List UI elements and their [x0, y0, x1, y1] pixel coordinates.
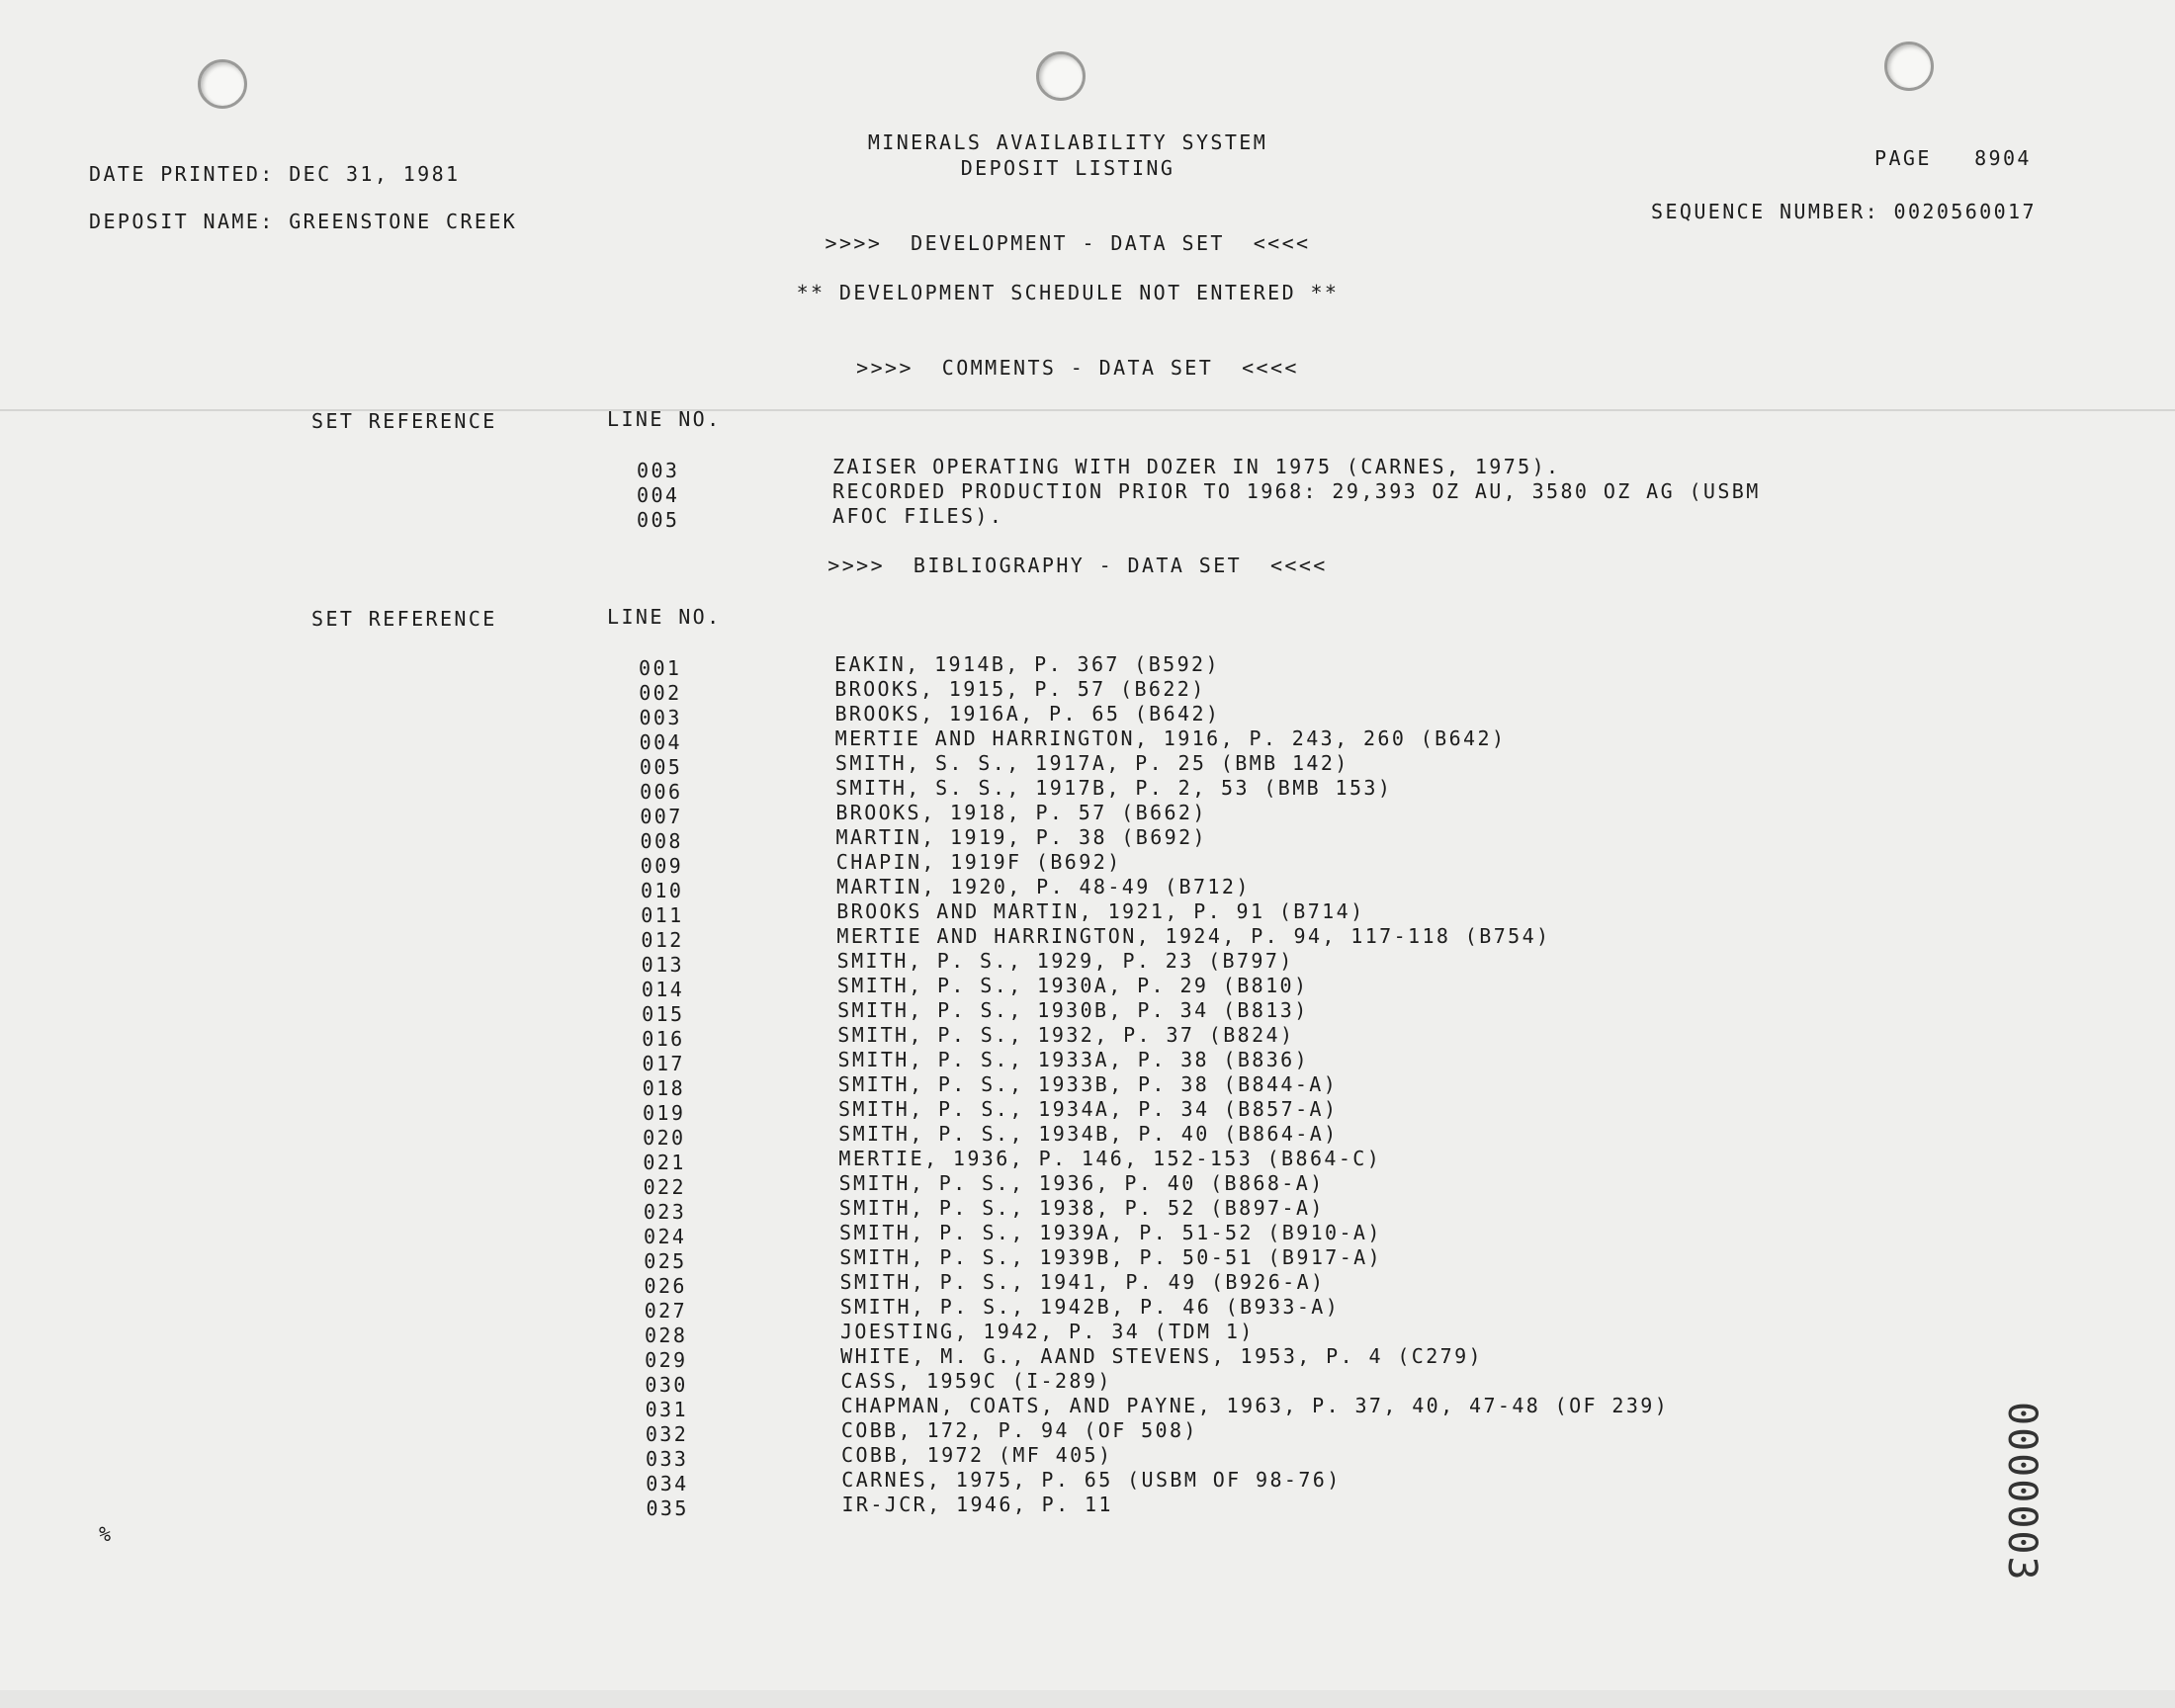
- stamp-number: 0000003: [1999, 1402, 2044, 1582]
- sequence-label: SEQUENCE NUMBER:: [1651, 200, 1880, 223]
- development-section-title: >>>> DEVELOPMENT - DATA SET <<<<: [825, 231, 1311, 255]
- list-item: SMITH, P. S., 1942B, P. 46 (B933-A): [839, 1295, 1341, 1319]
- list-item: SMITH, P. S., 1934B, P. 40 (B864-A): [838, 1122, 1339, 1146]
- line-number: 005: [637, 508, 680, 532]
- line-number: 031: [645, 1398, 688, 1421]
- list-item: MARTIN, 1920, P. 48-49 (B712): [835, 875, 1251, 898]
- line-number: 003: [639, 706, 682, 729]
- list-item: SMITH, S. S., 1917A, P. 25 (BMB 142): [834, 751, 1349, 775]
- punch-hole-right: [1884, 42, 1934, 91]
- list-item: SMITH, P. S., 1939A, P. 51-52 (B910-A): [839, 1221, 1382, 1244]
- punch-hole-center: [1036, 51, 1086, 101]
- line-number: 018: [642, 1076, 686, 1100]
- list-item: SMITH, P. S., 1930B, P. 34 (B813): [837, 998, 1309, 1022]
- date-label: DATE PRINTED:: [89, 162, 275, 186]
- punch-hole-left: [198, 59, 247, 109]
- list-item: SMITH, P. S., 1933B, P. 38 (B844-A): [837, 1072, 1339, 1096]
- page-number: [1874, 146, 2032, 170]
- list-item: AFOC FILES).: [832, 504, 1004, 528]
- line-number: 020: [643, 1126, 686, 1150]
- page-value: 8904: [1974, 146, 2032, 170]
- line-number: 028: [644, 1324, 688, 1347]
- line-number: 035: [646, 1496, 689, 1520]
- list-item: SMITH, P. S., 1932, P. 37 (B824): [837, 1023, 1295, 1047]
- comments-col-line-no: LINE NO.: [607, 407, 722, 431]
- list-item: BROOKS, 1918, P. 57 (B662): [835, 801, 1207, 824]
- line-number: 015: [642, 1002, 685, 1026]
- line-number: 029: [645, 1348, 688, 1372]
- footer-mark: %: [99, 1522, 114, 1546]
- list-item: SMITH, P. S., 1939B, P. 50-51 (B917-A): [839, 1245, 1383, 1269]
- comments-section-title: >>>> COMMENTS - DATA SET <<<<: [856, 356, 1299, 380]
- list-item: SMITH, P. S., 1938, P. 52 (B897-A): [838, 1196, 1325, 1220]
- list-item: CHAPMAN, COATS, AND PAYNE, 1963, P. 37, 40, 47-48 (OF 239): [840, 1394, 1670, 1417]
- line-number: 016: [642, 1027, 685, 1051]
- list-item: MERTIE AND HARRINGTON, 1916, P. 243, 260 (B642): [834, 726, 1507, 750]
- deposit-value: GREENSTONE CREEK: [289, 210, 518, 233]
- line-number: 012: [641, 928, 684, 952]
- list-item: EAKIN, 1914B, P. 367 (B592): [834, 652, 1220, 676]
- list-item: SMITH, P. S., 1930A, P. 29 (B810): [836, 974, 1309, 997]
- line-number: 033: [646, 1447, 689, 1471]
- line-number: 027: [644, 1299, 688, 1323]
- list-item: COBB, 1972 (MF 405): [841, 1443, 1113, 1467]
- line-number: 011: [641, 903, 684, 927]
- list-item: CHAPIN, 1919F (B692): [835, 850, 1122, 874]
- line-number: 004: [639, 730, 682, 754]
- deposit-label: DEPOSIT NAME:: [89, 210, 275, 233]
- line-number: 034: [646, 1472, 689, 1495]
- line-number: 005: [639, 755, 683, 779]
- list-item: SMITH, P. S., 1933A, P. 38 (B836): [837, 1048, 1310, 1071]
- line-number: 022: [643, 1175, 686, 1199]
- list-item: CARNES, 1975, P. 65 (USBM OF 98-76): [841, 1468, 1342, 1492]
- list-item: SMITH, P. S., 1934A, P. 34 (B857-A): [837, 1097, 1339, 1121]
- comments-col-set-reference: SET REFERENCE: [311, 409, 497, 433]
- list-item: ZAISER OPERATING WITH DOZER IN 1975 (CARNES, 1975).: [832, 455, 1561, 478]
- line-number: 008: [640, 829, 683, 853]
- line-number: 002: [639, 681, 682, 705]
- list-item: BROOKS, 1916A, P. 65 (B642): [834, 702, 1221, 726]
- development-notice: ** DEVELOPMENT SCHEDULE NOT ENTERED **: [796, 281, 1340, 304]
- line-number: 006: [640, 780, 683, 804]
- line-number: 032: [645, 1422, 689, 1446]
- list-item: RECORDED PRODUCTION PRIOR TO 1968: 29,393 OZ AU, 3580 OZ AG (USBM: [832, 479, 1761, 503]
- line-number: 025: [644, 1249, 687, 1273]
- list-item: SMITH, P. S., 1936, P. 40 (B868-A): [838, 1171, 1325, 1195]
- line-number: 030: [645, 1373, 688, 1397]
- list-item: BROOKS, 1915, P. 57 (B622): [834, 677, 1206, 701]
- line-number: 009: [640, 854, 684, 878]
- list-item: JOESTING, 1942, P. 34 (TDM 1): [839, 1320, 1255, 1343]
- line-number: 003: [637, 459, 680, 482]
- line-number: 013: [641, 953, 684, 977]
- listing-title: DEPOSIT LISTING: [960, 156, 1175, 180]
- line-number: 026: [644, 1274, 687, 1298]
- page-label: PAGE: [1874, 146, 1932, 170]
- list-item: SMITH, S. S., 1917B, P. 2, 53 (BMB 153): [835, 776, 1393, 800]
- line-number: 017: [642, 1052, 685, 1075]
- deposit-name: [89, 210, 517, 233]
- line-number: 024: [644, 1225, 687, 1248]
- list-item: CASS, 1959C (I-289): [840, 1369, 1112, 1393]
- bibliography-col-line-no: LINE NO.: [607, 605, 722, 629]
- list-item: SMITH, P. S., 1941, P. 49 (B926-A): [839, 1270, 1326, 1294]
- sequence-value: 0020560017: [1893, 200, 2037, 223]
- list-item: MARTIN, 1919, P. 38 (B692): [835, 825, 1207, 849]
- line-number: 023: [643, 1200, 687, 1224]
- line-number: 019: [642, 1101, 686, 1125]
- line-number: 001: [639, 656, 682, 680]
- sequence-number: [1651, 200, 2037, 223]
- bibliography-section-title: >>>> BIBLIOGRAPHY - DATA SET <<<<: [827, 554, 1328, 577]
- line-number: 010: [640, 879, 684, 902]
- date-printed: [89, 162, 460, 186]
- list-item: IR-JCR, 1946, P. 11: [841, 1493, 1113, 1516]
- list-item: BROOKS AND MARTIN, 1921, P. 91 (B714): [836, 899, 1365, 923]
- list-item: MERTIE, 1936, P. 146, 152-153 (B864-C): [838, 1147, 1382, 1170]
- list-item: WHITE, M. G., AAND STEVENS, 1953, P. 4 (C279): [840, 1344, 1484, 1368]
- line-number: 007: [640, 805, 683, 828]
- system-title: MINERALS AVAILABILITY SYSTEM: [867, 130, 1268, 154]
- line-number: 021: [643, 1151, 686, 1174]
- line-number: 004: [637, 483, 680, 507]
- bibliography-col-set-reference: SET REFERENCE: [311, 607, 497, 631]
- list-item: SMITH, P. S., 1929, P. 23 (B797): [836, 949, 1294, 973]
- list-item: COBB, 172, P. 94 (OF 508): [840, 1418, 1198, 1442]
- line-number: 014: [641, 978, 685, 1001]
- list-item: MERTIE AND HARRINGTON, 1924, P. 94, 117-118 (B754): [836, 924, 1551, 948]
- date-value: DEC 31, 1981: [289, 162, 461, 186]
